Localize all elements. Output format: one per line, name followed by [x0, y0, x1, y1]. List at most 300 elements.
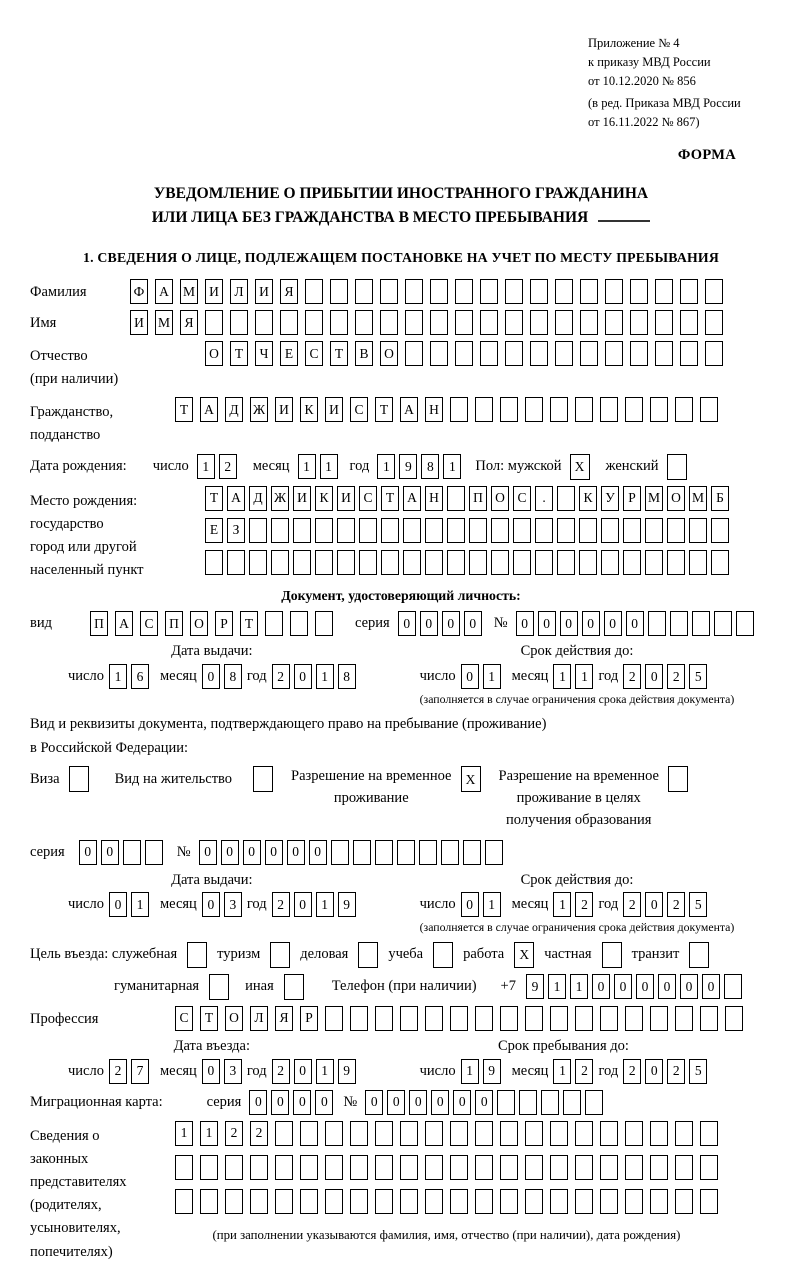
cell[interactable]: 0	[461, 892, 479, 917]
cell[interactable]: И	[325, 397, 343, 422]
cell[interactable]	[625, 1121, 643, 1146]
cell[interactable]	[625, 1155, 643, 1180]
cell[interactable]	[249, 550, 267, 575]
cell[interactable]	[550, 1121, 568, 1146]
cell[interactable]: 0	[202, 1059, 220, 1084]
cell[interactable]	[375, 1155, 393, 1180]
cell[interactable]: 2	[575, 892, 593, 917]
cell[interactable]: 0	[680, 974, 698, 999]
legal-field-row3[interactable]	[175, 1189, 718, 1214]
cell[interactable]	[668, 766, 688, 792]
cell[interactable]: Ж	[271, 486, 289, 511]
cell[interactable]	[425, 550, 443, 575]
cell[interactable]: 1	[175, 1121, 193, 1146]
cell[interactable]	[450, 397, 468, 422]
cell[interactable]	[447, 486, 465, 511]
cell[interactable]	[513, 518, 531, 543]
cell[interactable]: 0	[294, 664, 312, 689]
cell[interactable]	[381, 550, 399, 575]
cell[interactable]	[419, 840, 437, 865]
cell[interactable]	[447, 550, 465, 575]
cell[interactable]: 2	[623, 1059, 641, 1084]
birthplace-field-row3[interactable]	[205, 550, 729, 575]
cell[interactable]: С	[359, 486, 377, 511]
cell[interactable]	[711, 550, 729, 575]
cell[interactable]	[557, 486, 575, 511]
cell[interactable]: Ф	[130, 279, 148, 304]
cell[interactable]	[736, 611, 754, 636]
cell[interactable]	[300, 1121, 318, 1146]
cell[interactable]	[175, 1189, 193, 1214]
cell[interactable]	[519, 1090, 537, 1115]
cell[interactable]	[650, 397, 668, 422]
cell[interactable]	[541, 1090, 559, 1115]
cell[interactable]	[650, 1155, 668, 1180]
cell[interactable]: 0	[464, 611, 482, 636]
cell[interactable]: О	[205, 341, 223, 366]
cell[interactable]	[600, 1006, 618, 1031]
cell[interactable]	[450, 1189, 468, 1214]
cell[interactable]: 0	[475, 1090, 493, 1115]
legal-field-row1[interactable]	[175, 1121, 718, 1146]
cell[interactable]	[350, 1121, 368, 1146]
birth-day-field[interactable]	[197, 454, 237, 479]
cell[interactable]: А	[155, 279, 173, 304]
cell[interactable]: Л	[250, 1006, 268, 1031]
cell[interactable]	[375, 840, 393, 865]
cell[interactable]	[400, 1006, 418, 1031]
cell[interactable]: А	[403, 486, 421, 511]
cell[interactable]: 1	[200, 1121, 218, 1146]
cell[interactable]: 2	[667, 664, 685, 689]
cell[interactable]: X	[461, 766, 481, 792]
cell[interactable]: 0	[516, 611, 534, 636]
name-field[interactable]	[130, 310, 723, 335]
cell[interactable]: 1	[483, 892, 501, 917]
cell[interactable]: 0	[398, 611, 416, 636]
cell[interactable]: X	[570, 454, 590, 480]
residence-permit-checkbox[interactable]	[253, 766, 273, 792]
cell[interactable]	[485, 840, 503, 865]
cell[interactable]	[250, 1189, 268, 1214]
cell[interactable]	[500, 1121, 518, 1146]
cell[interactable]	[425, 1006, 443, 1031]
cell[interactable]	[724, 974, 742, 999]
cell[interactable]: М	[180, 279, 198, 304]
cell[interactable]	[355, 310, 373, 335]
cell[interactable]: 0	[243, 840, 261, 865]
sex-male-checkbox[interactable]	[570, 454, 590, 480]
cell[interactable]	[380, 310, 398, 335]
cell[interactable]	[400, 1155, 418, 1180]
cell[interactable]	[270, 942, 290, 968]
cell[interactable]	[525, 1189, 543, 1214]
cell[interactable]	[280, 310, 298, 335]
cell[interactable]	[580, 341, 598, 366]
cell[interactable]: К	[579, 486, 597, 511]
cell[interactable]: 2	[272, 1059, 290, 1084]
cell[interactable]: 3	[224, 1059, 242, 1084]
cell[interactable]	[433, 942, 453, 968]
cell[interactable]	[325, 1155, 343, 1180]
cell[interactable]	[700, 1155, 718, 1180]
cell[interactable]	[275, 1189, 293, 1214]
cell[interactable]: А	[400, 397, 418, 422]
iddoc-issue-day-field[interactable]	[109, 664, 149, 689]
cell[interactable]: Т	[240, 611, 258, 636]
cell[interactable]	[250, 1155, 268, 1180]
cell[interactable]	[315, 518, 333, 543]
cell[interactable]	[300, 1155, 318, 1180]
cell[interactable]: 0	[265, 840, 283, 865]
cell[interactable]	[625, 1006, 643, 1031]
cell[interactable]: Е	[280, 341, 298, 366]
cell[interactable]: 1	[197, 454, 215, 479]
cell[interactable]	[550, 1006, 568, 1031]
cell[interactable]: 0	[538, 611, 556, 636]
cell[interactable]	[337, 550, 355, 575]
cell[interactable]	[225, 1189, 243, 1214]
cell[interactable]	[505, 341, 523, 366]
patronymic-field[interactable]	[205, 341, 723, 366]
cell[interactable]	[355, 279, 373, 304]
cell[interactable]	[350, 1189, 368, 1214]
cell[interactable]	[225, 1155, 243, 1180]
cell[interactable]: И	[337, 486, 355, 511]
cell[interactable]	[305, 310, 323, 335]
cell[interactable]: .	[535, 486, 553, 511]
cell[interactable]	[491, 550, 509, 575]
cell[interactable]	[430, 310, 448, 335]
surname-field[interactable]	[130, 279, 723, 304]
cell[interactable]	[455, 310, 473, 335]
cell[interactable]	[475, 1189, 493, 1214]
cell[interactable]	[358, 942, 378, 968]
cell[interactable]	[450, 1006, 468, 1031]
cell[interactable]: С	[513, 486, 531, 511]
cell[interactable]: Р	[623, 486, 641, 511]
cell[interactable]	[425, 518, 443, 543]
cell[interactable]: О	[491, 486, 509, 511]
cell[interactable]: 2	[575, 1059, 593, 1084]
cell[interactable]	[580, 310, 598, 335]
business-checkbox[interactable]	[358, 942, 378, 968]
citizenship-field[interactable]	[175, 397, 718, 422]
cell[interactable]: 5	[689, 892, 707, 917]
cell[interactable]: 1	[461, 1059, 479, 1084]
cell[interactable]: О	[190, 611, 208, 636]
cell[interactable]	[675, 1189, 693, 1214]
cell[interactable]	[555, 310, 573, 335]
cell[interactable]	[625, 1189, 643, 1214]
cell[interactable]: 1	[316, 664, 334, 689]
cell[interactable]	[505, 310, 523, 335]
cell[interactable]	[425, 1121, 443, 1146]
cell[interactable]	[381, 518, 399, 543]
cell[interactable]	[463, 840, 481, 865]
cell[interactable]	[475, 1155, 493, 1180]
cell[interactable]: 0	[560, 611, 578, 636]
cell[interactable]	[667, 550, 685, 575]
cell[interactable]: Ж	[250, 397, 268, 422]
cell[interactable]	[397, 840, 415, 865]
cell[interactable]	[675, 1121, 693, 1146]
cell[interactable]	[600, 397, 618, 422]
cell[interactable]: 2	[109, 1059, 127, 1084]
cell[interactable]	[650, 1121, 668, 1146]
cell[interactable]: 0	[101, 840, 119, 865]
cell[interactable]	[623, 518, 641, 543]
cell[interactable]	[550, 1189, 568, 1214]
cell[interactable]: И	[255, 279, 273, 304]
cell[interactable]	[290, 611, 308, 636]
sex-female-checkbox[interactable]	[667, 454, 687, 480]
transit-checkbox[interactable]	[689, 942, 709, 968]
cell[interactable]	[441, 840, 459, 865]
cell[interactable]	[689, 942, 709, 968]
cell[interactable]	[480, 341, 498, 366]
cell[interactable]	[605, 279, 623, 304]
tourism-checkbox[interactable]	[270, 942, 290, 968]
cell[interactable]: 1	[316, 1059, 334, 1084]
cell[interactable]: 1	[548, 974, 566, 999]
cell[interactable]: 2	[272, 664, 290, 689]
cell[interactable]	[430, 341, 448, 366]
birthplace-field-row1[interactable]	[205, 486, 729, 511]
iddoc-issue-year-field[interactable]	[272, 664, 356, 689]
cell[interactable]: С	[350, 397, 368, 422]
cell[interactable]	[455, 279, 473, 304]
cell[interactable]	[555, 279, 573, 304]
stay-year-field[interactable]	[623, 1059, 707, 1084]
birth-month-field[interactable]	[298, 454, 338, 479]
cell[interactable]: С	[175, 1006, 193, 1031]
cell[interactable]	[271, 518, 289, 543]
cell[interactable]: 0	[442, 611, 460, 636]
cell[interactable]: 0	[221, 840, 239, 865]
cell[interactable]: 0	[420, 611, 438, 636]
cell[interactable]	[400, 1189, 418, 1214]
mig-series-field[interactable]	[249, 1090, 333, 1115]
cell[interactable]: К	[300, 397, 318, 422]
cell[interactable]	[447, 518, 465, 543]
cell[interactable]: 0	[582, 611, 600, 636]
birthplace-field-row2[interactable]	[205, 518, 729, 543]
permit-issue-month-field[interactable]	[202, 892, 242, 917]
cell[interactable]	[405, 279, 423, 304]
cell[interactable]: X	[514, 942, 534, 968]
cell[interactable]	[380, 279, 398, 304]
cell[interactable]: Р	[215, 611, 233, 636]
cell[interactable]: 1	[570, 974, 588, 999]
cell[interactable]: 0	[202, 664, 220, 689]
cell[interactable]	[145, 840, 163, 865]
cell[interactable]: Н	[425, 397, 443, 422]
cell[interactable]	[253, 766, 273, 792]
birth-year-field[interactable]	[377, 454, 461, 479]
cell[interactable]	[293, 550, 311, 575]
iddoc-number-field[interactable]	[516, 611, 754, 636]
cell[interactable]	[689, 518, 707, 543]
cell[interactable]: 0	[202, 892, 220, 917]
cell[interactable]: О	[380, 341, 398, 366]
cell[interactable]	[725, 1006, 743, 1031]
cell[interactable]: Д	[225, 397, 243, 422]
cell[interactable]: 0	[109, 892, 127, 917]
cell[interactable]	[500, 1189, 518, 1214]
cell[interactable]: 1	[131, 892, 149, 917]
cell[interactable]: 0	[645, 1059, 663, 1084]
cell[interactable]	[605, 341, 623, 366]
work-checkbox[interactable]	[514, 942, 534, 968]
cell[interactable]: 2	[225, 1121, 243, 1146]
cell[interactable]	[331, 840, 349, 865]
cell[interactable]	[575, 1006, 593, 1031]
profession-field[interactable]	[175, 1006, 743, 1031]
cell[interactable]	[469, 550, 487, 575]
cell[interactable]: 0	[614, 974, 632, 999]
cell[interactable]	[497, 1090, 515, 1115]
cell[interactable]: А	[227, 486, 245, 511]
cell[interactable]	[175, 1155, 193, 1180]
cell[interactable]	[405, 310, 423, 335]
cell[interactable]	[500, 1155, 518, 1180]
cell[interactable]: 0	[309, 840, 327, 865]
cell[interactable]: О	[225, 1006, 243, 1031]
cell[interactable]: Т	[230, 341, 248, 366]
cell[interactable]: Я	[280, 279, 298, 304]
cell[interactable]: 1	[553, 892, 571, 917]
cell[interactable]: 6	[131, 664, 149, 689]
cell[interactable]: 0	[645, 664, 663, 689]
cell[interactable]	[505, 279, 523, 304]
cell[interactable]: 9	[399, 454, 417, 479]
cell[interactable]	[557, 518, 575, 543]
cell[interactable]: 1	[553, 1059, 571, 1084]
cell[interactable]: 9	[338, 1059, 356, 1084]
cell[interactable]	[69, 766, 89, 792]
cell[interactable]	[550, 397, 568, 422]
phone-field[interactable]	[526, 974, 742, 999]
cell[interactable]	[575, 1121, 593, 1146]
cell[interactable]	[375, 1006, 393, 1031]
cell[interactable]: 2	[623, 664, 641, 689]
cell[interactable]	[123, 840, 141, 865]
cell[interactable]: 8	[338, 664, 356, 689]
cell[interactable]: 0	[199, 840, 217, 865]
stay-month-field[interactable]	[553, 1059, 593, 1084]
cell[interactable]: 0	[294, 892, 312, 917]
cell[interactable]	[625, 397, 643, 422]
cell[interactable]: 0	[636, 974, 654, 999]
cell[interactable]	[315, 611, 333, 636]
cell[interactable]	[605, 310, 623, 335]
cell[interactable]: 0	[293, 1090, 311, 1115]
cell[interactable]: 1	[377, 454, 395, 479]
cell[interactable]	[650, 1189, 668, 1214]
cell[interactable]	[430, 279, 448, 304]
entry-year-field[interactable]	[272, 1059, 356, 1084]
cell[interactable]	[705, 279, 723, 304]
cell[interactable]: 8	[421, 454, 439, 479]
cell[interactable]: 1	[316, 892, 334, 917]
cell[interactable]	[563, 1090, 581, 1115]
cell[interactable]	[648, 611, 666, 636]
private-checkbox[interactable]	[602, 942, 622, 968]
cell[interactable]: 0	[431, 1090, 449, 1115]
cell[interactable]	[359, 550, 377, 575]
cell[interactable]	[249, 518, 267, 543]
cell[interactable]: Е	[205, 518, 223, 543]
cell[interactable]	[475, 1121, 493, 1146]
cell[interactable]	[525, 1155, 543, 1180]
cell[interactable]: 3	[224, 892, 242, 917]
cell[interactable]: П	[469, 486, 487, 511]
cell[interactable]: 0	[287, 840, 305, 865]
cell[interactable]: 1	[298, 454, 316, 479]
cell[interactable]	[623, 550, 641, 575]
cell[interactable]: 2	[250, 1121, 268, 1146]
other-checkbox[interactable]	[284, 974, 304, 1000]
cell[interactable]: 0	[249, 1090, 267, 1115]
cell[interactable]: 0	[315, 1090, 333, 1115]
cell[interactable]: Т	[330, 341, 348, 366]
permit-number-field[interactable]	[199, 840, 503, 865]
visa-checkbox[interactable]	[69, 766, 89, 792]
cell[interactable]	[680, 279, 698, 304]
cell[interactable]	[600, 1155, 618, 1180]
cell[interactable]: С	[140, 611, 158, 636]
cell[interactable]	[350, 1006, 368, 1031]
cell[interactable]: 0	[365, 1090, 383, 1115]
cell[interactable]: К	[315, 486, 333, 511]
cell[interactable]	[475, 1006, 493, 1031]
cell[interactable]: 9	[526, 974, 544, 999]
cell[interactable]: М	[689, 486, 707, 511]
cell[interactable]	[300, 1189, 318, 1214]
cell[interactable]: З	[227, 518, 245, 543]
permit-issue-day-field[interactable]	[109, 892, 149, 917]
cell[interactable]: Н	[425, 486, 443, 511]
cell[interactable]: 2	[667, 892, 685, 917]
mig-number-field[interactable]	[365, 1090, 603, 1115]
temp-residence-checkbox[interactable]	[461, 766, 481, 792]
cell[interactable]	[655, 279, 673, 304]
cell[interactable]	[579, 550, 597, 575]
cell[interactable]	[525, 397, 543, 422]
cell[interactable]	[330, 310, 348, 335]
cell[interactable]	[450, 1155, 468, 1180]
cell[interactable]: Б	[711, 486, 729, 511]
cell[interactable]: 2	[667, 1059, 685, 1084]
cell[interactable]	[530, 310, 548, 335]
cell[interactable]	[630, 279, 648, 304]
cell[interactable]	[530, 279, 548, 304]
cell[interactable]	[455, 341, 473, 366]
cell[interactable]	[575, 397, 593, 422]
cell[interactable]: Д	[249, 486, 267, 511]
cell[interactable]: 0	[79, 840, 97, 865]
permit-valid-year-field[interactable]	[623, 892, 707, 917]
cell[interactable]	[667, 518, 685, 543]
cell[interactable]	[305, 279, 323, 304]
permit-issue-year-field[interactable]	[272, 892, 356, 917]
cell[interactable]	[337, 518, 355, 543]
cell[interactable]	[200, 1189, 218, 1214]
cell[interactable]	[403, 518, 421, 543]
iddoc-valid-year-field[interactable]	[623, 664, 707, 689]
cell[interactable]	[575, 1155, 593, 1180]
